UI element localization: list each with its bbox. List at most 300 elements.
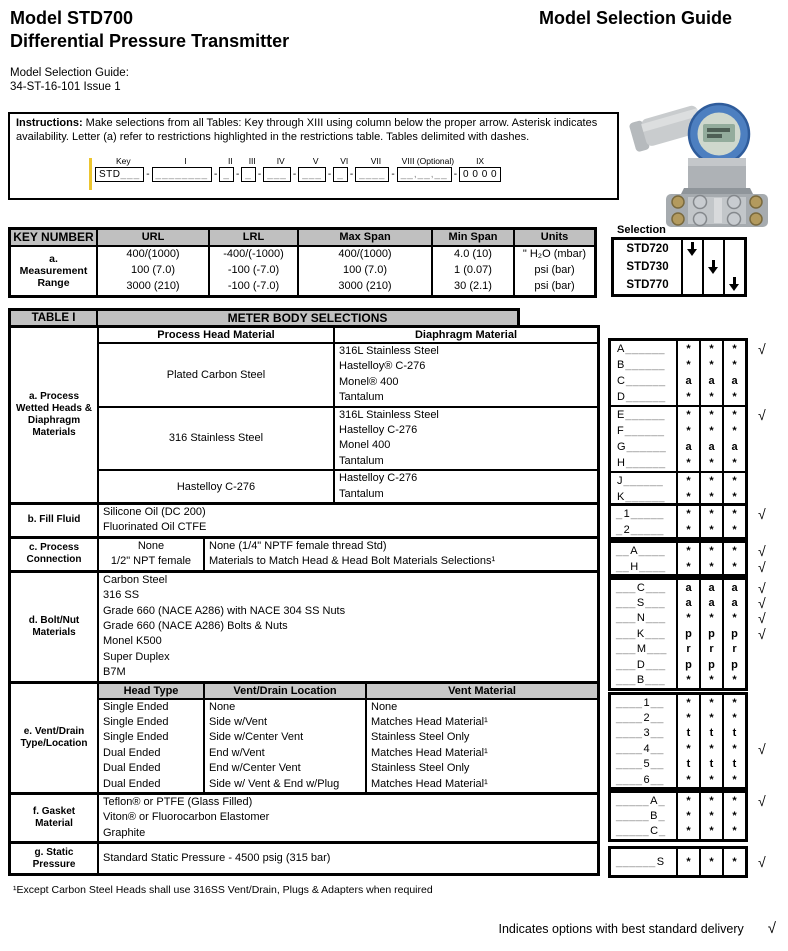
availability-mark: *: [699, 389, 722, 405]
availability-mark: *: [676, 808, 699, 823]
key-highlight-bar: [89, 158, 92, 190]
key-field-box: _: [219, 167, 234, 182]
units-value: " H₂O (mbar): [522, 248, 587, 260]
vent-drain-location: Side w/Vent: [205, 715, 367, 730]
availability-mark: *: [676, 741, 699, 756]
diaphragm-material: 316L Stainless Steel: [339, 345, 439, 357]
section-fill-fluid: [11, 502, 597, 536]
section-c-label: c. Process Connection: [11, 539, 99, 570]
diaphragm-material: Hastelloy C-276: [339, 472, 418, 485]
availability-mark: *: [722, 522, 745, 538]
availability-mark: *: [722, 389, 745, 405]
vent-drain-row: [99, 777, 597, 792]
gasket-option: Graphite: [103, 826, 146, 839]
head-material: 316 Stainless Steel: [99, 408, 335, 470]
selection-box-a: [608, 338, 766, 508]
availability-mark: p: [676, 657, 699, 672]
availability-mark: *: [722, 407, 745, 423]
availability-mark: *: [722, 793, 745, 808]
availability-mark: a: [699, 439, 722, 455]
availability-mark: a: [699, 580, 722, 595]
selection-row: [611, 610, 766, 627]
key-number-table-header: [11, 230, 594, 247]
head-type: Dual Ended: [99, 761, 205, 776]
key-field: [459, 156, 501, 182]
availability-mark: *: [676, 543, 699, 559]
head-material-group: [99, 471, 597, 502]
url-value: 100 (7.0): [98, 263, 210, 279]
key-field: [397, 156, 459, 182]
selection-code: ___ K ___: [616, 627, 666, 640]
gasket-option: Viton® or Fluorocarbon Elastomer: [103, 811, 270, 824]
selection-row: [611, 522, 745, 538]
diaphragm-material: Tantalum: [339, 391, 384, 404]
bolt-nut-option: Grade 660 (NACE A286) with NACE 304 SS Nuts: [103, 604, 346, 617]
key-field-separator: -: [235, 169, 240, 180]
section-f-label: f. Gasket Material: [11, 795, 99, 841]
key-field-label: VII: [370, 156, 382, 166]
max-span-value: 400/(1000): [299, 247, 433, 263]
availability-mark: *: [722, 506, 745, 522]
selection-box-b: [608, 503, 766, 540]
availability-mark: *: [722, 423, 745, 439]
key-field-label: I: [184, 156, 187, 166]
selection-row: [611, 455, 745, 471]
availability-mark: p: [722, 626, 745, 641]
diaphragm-material: Hastelloy C-276: [339, 424, 418, 437]
check-icon: √: [758, 854, 766, 870]
key-selection-box: [611, 237, 747, 297]
head-type: Single Ended: [99, 700, 205, 715]
availability-mark: *: [676, 522, 699, 538]
availability-mark: t: [699, 757, 722, 772]
key-field: [298, 156, 333, 182]
selection-row: [611, 473, 745, 489]
head-material-group: [99, 408, 597, 472]
key-field: [219, 156, 241, 182]
availability-mark: t: [722, 726, 745, 741]
availability-mark: *: [722, 543, 745, 559]
vent-drain-row: [99, 715, 597, 730]
doc-number: 34-ST-16-101 Issue 1: [10, 81, 121, 93]
availability-mark: *: [676, 407, 699, 423]
availability-mark: *: [699, 506, 722, 522]
selection-code: ____ 5 __: [616, 758, 664, 771]
selection-code: __ H ____: [616, 560, 666, 573]
key-field-separator: -: [453, 169, 458, 180]
availability-mark: *: [676, 672, 699, 687]
selection-row: [611, 657, 745, 672]
vent-drain-row: [99, 761, 597, 776]
selection-row: [611, 824, 745, 839]
key-field-label: IV: [276, 156, 285, 166]
availability-mark: a: [722, 580, 745, 595]
selection-code: ____ 2 __: [616, 712, 664, 725]
selection-row: [611, 341, 766, 357]
key-field-label: VI: [340, 156, 349, 166]
availability-mark: *: [699, 407, 722, 423]
availability-mark: a: [722, 595, 745, 610]
diaphragm-material: Monel 400: [339, 439, 391, 452]
check-icon: √: [758, 792, 766, 809]
check-icon: √: [758, 505, 766, 522]
availability-mark: t: [676, 726, 699, 741]
col-key-number: KEY NUMBER: [11, 230, 98, 245]
availability-mark: *: [676, 455, 699, 471]
diaphragm-material: Tantalum: [339, 487, 384, 500]
connection-type: None: [137, 539, 165, 552]
selection-code: ___ C ___: [616, 581, 666, 594]
key-field: [152, 156, 220, 182]
availability-mark: *: [676, 489, 699, 505]
table1-header: [8, 308, 520, 325]
availability-mark: a: [722, 439, 745, 455]
availability-mark: p: [699, 657, 722, 672]
availability-mark: *: [699, 672, 722, 687]
selection-row: [611, 357, 745, 373]
section-vent-drain: [11, 681, 597, 792]
bolt-nut-option: 316 SS: [103, 589, 140, 602]
page-title: Model STD700: [10, 8, 134, 28]
head-material-group: [99, 344, 597, 408]
key-field-label: Key: [115, 156, 131, 166]
availability-mark: *: [699, 824, 722, 839]
availability-mark: *: [722, 741, 745, 756]
section-process-wetted: [11, 328, 597, 502]
selection-row: [611, 373, 745, 389]
vent-material: Stainless Steel Only: [371, 731, 470, 744]
availability-mark: r: [676, 642, 699, 657]
connection-detail: Materials to Match Head & Head Bolt Materials Selections¹: [209, 555, 496, 568]
availability-mark: *: [676, 793, 699, 808]
selection-row: [611, 792, 766, 809]
availability-mark: a: [699, 595, 722, 610]
col-max-span: Max Span: [299, 230, 433, 245]
availability-mark: a: [676, 373, 699, 389]
availability-mark: *: [676, 824, 699, 839]
section-bolt-nut: [11, 570, 597, 681]
availability-mark: *: [699, 543, 722, 559]
check-icon: √: [758, 558, 766, 575]
diaphragm-material: Tantalum: [339, 454, 384, 467]
selection-code: ______ S: [616, 856, 665, 868]
bolt-nut-option: B7M: [103, 666, 126, 679]
selection-code: F ______: [617, 425, 665, 437]
measurement-range-row: [98, 247, 594, 263]
selection-code: ___ M ___: [616, 643, 667, 656]
measurement-range-row: [98, 279, 594, 295]
vent-drain-location: End w/Vent: [205, 746, 367, 761]
selection-code: _ 2 _____: [616, 523, 664, 536]
url-value: 3000 (210): [98, 279, 210, 295]
check-icon: √: [758, 625, 766, 642]
down-arrow-icon: [687, 242, 699, 257]
selection-row: [611, 542, 766, 559]
selection-code: ___ S ___: [616, 597, 666, 610]
availability-mark: p: [699, 626, 722, 641]
model-option: STD720: [626, 243, 669, 255]
instructions-label: Instructions:: [16, 117, 83, 129]
availability-mark: *: [699, 489, 722, 505]
lrl-value: -400/(-1000): [210, 247, 299, 263]
key-field-separator: -: [327, 169, 332, 180]
selection-box-d: [608, 577, 766, 691]
availability-mark: *: [722, 611, 745, 626]
selection-code: __ A ____: [616, 544, 666, 557]
bolt-nut-option: Grade 660 (NACE A286) Bolts & Nuts: [103, 619, 288, 632]
availability-mark: *: [676, 341, 699, 357]
max-span-value: 100 (7.0): [299, 263, 433, 279]
availability-mark: *: [676, 695, 699, 710]
vent-drain-row: [99, 700, 597, 715]
key-field-box: __,__,__: [397, 167, 452, 182]
min-span-value: 4.0 (10): [433, 247, 515, 263]
table1-body: [8, 325, 600, 876]
connection-detail: None (1/4" NPTF female thread Std): [209, 539, 387, 552]
selection-box-f: [608, 790, 766, 842]
section-a-label: a. Process Wetted Heads & Diaphragm Materials: [11, 328, 99, 502]
key-field: [241, 156, 263, 182]
diaphragm-material: Monel® 400: [339, 375, 399, 388]
key-field-separator: -: [214, 169, 218, 180]
vent-material: Matches Head Material¹: [371, 777, 488, 790]
vent-material: None: [371, 700, 398, 713]
bolt-nut-option: Super Duplex: [103, 650, 170, 663]
availability-mark: *: [676, 506, 699, 522]
guide-title: Model Selection Guide: [538, 8, 732, 28]
instructions-text: Instructions: Make selections from all Tables: Key through XIII using column below the proper arrow. Asterisk indicates availability. Letter (a) refer to restrictions highlighted in the restrictions table. Tables delimited with dashes.: [16, 117, 598, 143]
selection-box-g: [608, 846, 766, 878]
section-gasket: [11, 792, 597, 841]
key-field-label: II: [227, 156, 233, 166]
key-field-box: 0 0 0 0: [459, 167, 501, 182]
vent-drain-location: End w/Center Vent: [205, 761, 367, 776]
availability-mark: r: [722, 642, 745, 657]
availability-mark: *: [699, 423, 722, 439]
selection-code: K ______: [617, 491, 666, 503]
key-field-label: III: [248, 156, 256, 166]
selection-box-c: [608, 540, 766, 577]
check-icon: √: [758, 341, 766, 357]
key-field-box: ____: [355, 167, 389, 182]
availability-mark: *: [676, 772, 699, 787]
key-field: [263, 156, 298, 182]
selection-row: [611, 695, 745, 710]
section-e-label: e. Vent/Drain Type/Location: [11, 684, 99, 792]
max-span-value: 3000 (210): [299, 279, 433, 295]
availability-mark: *: [699, 741, 722, 756]
availability-mark: *: [699, 772, 722, 787]
check-icon: √: [758, 579, 766, 596]
availability-mark: *: [722, 473, 745, 489]
transmitter-photo: [618, 100, 786, 237]
selection-box-e: [608, 692, 766, 790]
key-field-separator: -: [146, 169, 150, 180]
selection-code: ____ 6 __: [616, 773, 664, 786]
availability-mark: *: [699, 559, 722, 575]
model-option: STD770: [626, 279, 669, 291]
vent-material-header: Vent Material: [448, 684, 516, 697]
availability-mark: a: [676, 439, 699, 455]
selection-code: ____ 3 __: [616, 727, 664, 740]
availability-mark: *: [699, 611, 722, 626]
availability-mark: a: [676, 580, 699, 595]
selection-code: D ______: [617, 391, 666, 403]
availability-mark: *: [722, 772, 745, 787]
availability-mark: *: [722, 489, 745, 505]
section-d-label: d. Bolt/Nut Materials: [11, 573, 99, 681]
guide-label: Model Selection Guide:: [10, 67, 129, 79]
selection-code: H ______: [617, 457, 666, 469]
availability-mark: *: [676, 849, 699, 875]
check-icon: √: [758, 407, 766, 423]
section-process-connection: [11, 536, 597, 570]
selection-header: Selection: [617, 224, 666, 236]
availability-mark: *: [722, 695, 745, 710]
selection-row: [611, 672, 745, 687]
diaphragm-material-header: Diaphragm Material: [414, 329, 518, 341]
units-value: psi (bar): [534, 264, 575, 276]
availability-mark: *: [699, 455, 722, 471]
key-field: [95, 156, 152, 182]
availability-mark: *: [676, 473, 699, 489]
availability-mark: *: [699, 522, 722, 538]
down-arrow-icon: [729, 277, 741, 292]
selection-code: _____ A _: [616, 794, 666, 807]
footnote: ¹Except Carbon Steel Heads shall use 316SS Vent/Drain, Plugs & Adapters when required: [13, 884, 433, 896]
availability-mark: r: [699, 642, 722, 657]
availability-mark: *: [699, 808, 722, 823]
selection-row: [611, 505, 766, 522]
availability-mark: *: [699, 357, 722, 373]
selection-row: [611, 772, 745, 787]
availability-mark: *: [699, 849, 722, 875]
availability-mark: *: [722, 341, 745, 357]
availability-mark: *: [676, 710, 699, 725]
check-icon: √: [758, 542, 766, 559]
key-field-box: _: [241, 167, 256, 182]
selection-row: [611, 710, 745, 725]
selection-row: [611, 625, 766, 642]
availability-mark: p: [722, 657, 745, 672]
key-field-box: ___: [298, 167, 326, 182]
lrl-value: -100 (-7.0): [210, 263, 299, 279]
gasket-option: Teflon® or PTFE (Glass Filled): [103, 795, 253, 808]
col-units: Units: [540, 231, 569, 243]
head-type-header: Head Type: [99, 684, 205, 698]
head-type: Single Ended: [99, 730, 205, 745]
selection-code: ____ 1 __: [616, 696, 664, 709]
availability-mark: *: [676, 559, 699, 575]
availability-mark: *: [722, 808, 745, 823]
key-field-box: _: [333, 167, 348, 182]
check-icon: √: [758, 595, 766, 612]
process-head-material-header: Process Head Material: [99, 328, 335, 342]
check-icon: √: [758, 610, 766, 627]
table1-title: TABLE I: [11, 311, 98, 325]
availability-mark: *: [722, 455, 745, 471]
selection-code: A ______: [617, 343, 666, 355]
key-field-separator: -: [391, 169, 395, 180]
availability-mark: *: [676, 357, 699, 373]
selection-code: _____ C _: [616, 825, 666, 838]
url-value: 400/(1000): [98, 247, 210, 263]
static-pressure-value: Standard Static Pressure - 4500 psig (315 bar): [103, 852, 331, 865]
key-number-table: [8, 227, 597, 298]
key-field-box: STD ___: [95, 167, 144, 182]
measurement-range-label: a. Measurement Range: [11, 247, 98, 295]
availability-mark: *: [699, 695, 722, 710]
availability-mark: t: [676, 757, 699, 772]
down-arrow-icon: [708, 260, 720, 275]
availability-mark: a: [722, 373, 745, 389]
key-field-separator: -: [292, 169, 297, 180]
vent-drain-location: None: [205, 700, 367, 715]
selection-row: [611, 423, 745, 439]
availability-mark: *: [722, 357, 745, 373]
instructions-box: [8, 112, 619, 200]
head-type: Dual Ended: [99, 746, 205, 761]
selection-code: C ______: [617, 375, 666, 387]
selection-row: [611, 726, 745, 741]
selection-code: J ______: [617, 475, 664, 487]
availability-mark: *: [699, 710, 722, 725]
selection-row: [611, 579, 766, 596]
availability-mark: a: [699, 373, 722, 389]
availability-mark: *: [722, 559, 745, 575]
head-type: Single Ended: [99, 715, 205, 730]
availability-mark: *: [722, 824, 745, 839]
key-field: [355, 156, 397, 182]
availability-mark: *: [722, 710, 745, 725]
vent-drain-row: [99, 730, 597, 745]
availability-mark: t: [699, 726, 722, 741]
model-option: STD730: [626, 261, 669, 273]
selection-row: [611, 595, 766, 612]
connection-type: 1/2" NPT female: [110, 555, 192, 568]
section-g-label: g. Static Pressure: [11, 844, 99, 873]
section-static-pressure: [11, 841, 597, 873]
selection-code: ____ 4 __: [616, 742, 664, 755]
selection-code: ___ D ___: [616, 658, 666, 671]
vent-drain-location: Side w/ Vent & End w/Plug: [205, 777, 367, 792]
fill-fluid-option: Fluorinated Oil CTFE: [103, 521, 207, 534]
bolt-nut-option: Monel K500: [103, 635, 162, 648]
availability-mark: *: [722, 849, 745, 875]
availability-mark: *: [699, 341, 722, 357]
col-min-span: Min Span: [433, 230, 515, 245]
selection-row: [611, 740, 766, 757]
key-field-separator: -: [257, 169, 262, 180]
vent-material: Matches Head Material¹: [371, 715, 488, 728]
key-field-box: ________: [152, 167, 213, 182]
table1-heading: METER BODY SELECTIONS: [227, 311, 388, 325]
lrl-value: -100 (-7.0): [210, 279, 299, 295]
availability-mark: *: [699, 473, 722, 489]
availability-mark: *: [676, 423, 699, 439]
selection-row: [611, 757, 745, 772]
vent-drain-location: Side w/Center Vent: [205, 730, 367, 745]
key-field-label: VIII (Optional): [401, 156, 455, 166]
key-field-separator: -: [349, 169, 354, 180]
key-field-label: V: [312, 156, 319, 166]
key-field-label: IX: [476, 156, 485, 166]
min-span-value: 30 (2.1): [433, 279, 515, 295]
selection-code: _ 1 _____: [616, 507, 664, 520]
selection-row: [611, 389, 745, 405]
units-value: psi (bar): [534, 280, 575, 292]
delivery-note-text: Indicates options with best standard delivery: [498, 921, 744, 936]
